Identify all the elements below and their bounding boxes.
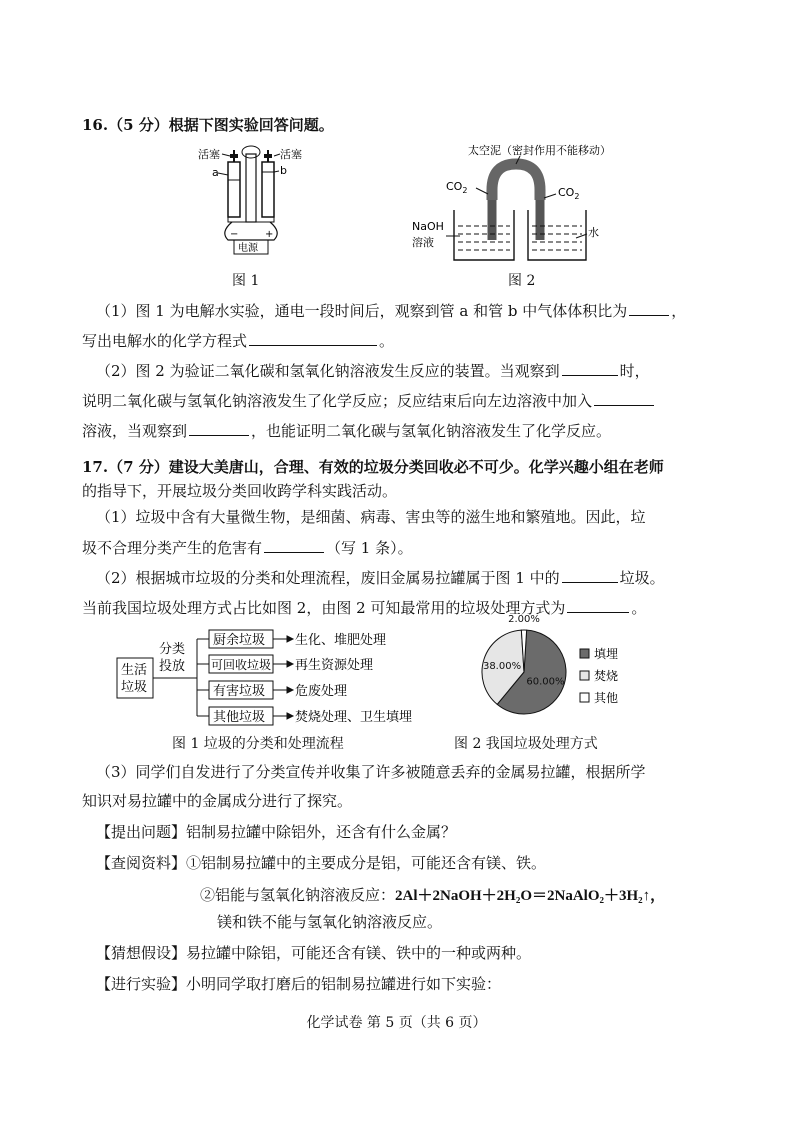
legend-label-0: 填埋	[594, 647, 619, 661]
q17-p1-line2: 圾不合理分类产生的危害有 （写 1 条）。	[82, 539, 413, 557]
beaker-left	[454, 210, 514, 260]
q17-ref1: 【查阅资料】①铝制易拉罐中的主要成分是铝，可能还含有镁、铁。	[96, 854, 547, 872]
co2-naoh-apparatus	[410, 140, 610, 270]
funnel	[242, 146, 260, 158]
pie-value-label-1: 38.00%	[482, 660, 522, 672]
q17-experiment: 【进行实验】小明同学取打磨后的铝制易拉罐进行如下实验：	[96, 975, 502, 993]
pie-value-label-0: 60.00%	[526, 676, 565, 688]
legend-swatch-1	[580, 671, 589, 680]
tube-a	[228, 162, 240, 217]
svg-text:活塞: 活塞	[280, 148, 302, 161]
pie-value-label-2: 2.00%	[508, 614, 540, 625]
q17-p2-line1: （2）根据城市垃圾的分类和处理流程，废旧金属易拉罐属于图 1 中的 垃圾。	[96, 569, 665, 587]
fig2-caption: 图 2	[508, 273, 536, 289]
q16-p1-line2: 写出电解水的化学方程式 。	[82, 332, 395, 350]
q17-p3-line1: （3）同学们自发进行了分类宣传并收集了许多被随意丢弃的金属易拉罐，根据所学	[96, 763, 646, 781]
q16-p2-line2: 说明二氧化碳与氢氧化钠溶液发生了化学反应；反应结束后向左边溶液中加入	[82, 390, 656, 411]
waste-flowchart	[115, 622, 445, 730]
pie-chart	[480, 614, 660, 730]
legend-label-2: 其他	[594, 691, 619, 705]
legend-swatch-0	[580, 649, 589, 658]
q17-title: 17.（7 分）建设大美唐山，合理、有效的垃圾分类回收必不可少。化学兴趣小组在老师	[82, 458, 664, 476]
pie-caption: 图 2 我国垃圾处理方式	[454, 736, 598, 752]
stopper-left	[230, 154, 238, 158]
center-tube	[246, 154, 256, 222]
legend-swatch-2	[580, 693, 589, 702]
electrolysis-apparatus	[190, 140, 310, 265]
svg-text:危废处理: 危废处理	[295, 684, 348, 699]
svg-text:再生资源处理: 再生资源处理	[295, 658, 374, 673]
legend-label-1: 焚烧	[594, 669, 619, 683]
svg-text:厨余垃圾: 厨余垃圾	[213, 633, 266, 648]
q16-p1-line1: （1）图 1 为电解水实验，通电一段时间后，观察到管 a 和管 b 中气体体积比为 ，	[96, 302, 687, 320]
page-footer: 化学试卷 第 5 页（共 6 页）	[306, 1015, 487, 1031]
q17-p1-line1: （1）垃圾中含有大量微生物，是细菌、病毒、害虫等的滋生地和繁殖地。因此，垃	[96, 508, 646, 526]
svg-text:溶液: 溶液	[412, 236, 434, 249]
svg-text:活塞: 活塞	[198, 148, 220, 161]
svg-text:有害垃圾: 有害垃圾	[213, 684, 266, 699]
q16-p2-line1: （2）图 2 为验证二氧化碳和氢氧化钠溶液发生反应的装置。当观察到 时，	[96, 362, 650, 380]
flow-caption: 图 1 垃圾的分类和处理流程	[172, 736, 344, 752]
svg-text:焚烧处理、卫生填埋: 焚烧处理、卫生填埋	[295, 710, 413, 725]
q16-title: 16.（5 分）根据下图实验回答问题。	[82, 116, 334, 134]
svg-text:垃圾: 垃圾	[121, 680, 148, 695]
svg-text:b: b	[280, 164, 287, 177]
fig1-caption: 图 1	[232, 273, 260, 289]
svg-text:a: a	[212, 166, 219, 179]
svg-text:太空泥（密封作用不能移动）: 太空泥（密封作用不能移动）	[468, 144, 611, 157]
svg-text:电源: 电源	[238, 243, 258, 254]
co2-right-label: $CO_2$	[558, 186, 580, 201]
tube-b	[262, 162, 274, 217]
q17-ask: 【提出问题】铝制易拉罐中除铝外，还含有什么金属？	[96, 823, 457, 841]
q16-p2-line3: 溶液，当观察到 ，也能证明二氧化碳与氢氧化钠溶液发生了化学反应。	[82, 422, 612, 440]
svg-text:水: 水	[588, 226, 599, 239]
svg-text:+: +	[265, 229, 274, 240]
svg-text:NaOH: NaOH	[412, 220, 444, 233]
q17-p2-line2: 当前我国垃圾处理方式占比如图 2，由图 2 可知最常用的垃圾处理方式为 。	[82, 599, 647, 617]
svg-text:生化、堆肥处理: 生化、堆肥处理	[295, 633, 387, 648]
q17-p3-line2: 知识对易拉罐中的金属成分进行了探究。	[82, 792, 353, 810]
q17-ref2: ②铝能与氢氧化钠溶液反应：2Al＋2NaOH＋2H₂O＝2NaAlO₂＋3H₂↑，	[200, 886, 666, 904]
svg-text:可回收垃圾: 可回收垃圾	[211, 658, 272, 672]
q17-title2: 的指导下，开展垃圾分类回收跨学科实践活动。	[82, 482, 398, 500]
svg-text:分类: 分类	[159, 642, 186, 657]
svg-text:生活: 生活	[121, 663, 148, 678]
svg-text:投放: 投放	[159, 659, 186, 674]
svg-text:其他垃圾: 其他垃圾	[213, 710, 266, 725]
space-clay	[492, 164, 540, 200]
q17-ref3: 镁和铁不能与氢氧化钠溶液反应。	[217, 913, 443, 931]
stopper-right	[264, 154, 272, 158]
co2-left-label: $CO_2$	[446, 180, 468, 195]
q17-hypothesis: 【猜想假设】易拉罐中除铝，可能还含有镁、铁中的一种或两种。	[96, 944, 532, 962]
svg-text:−: −	[230, 229, 239, 240]
